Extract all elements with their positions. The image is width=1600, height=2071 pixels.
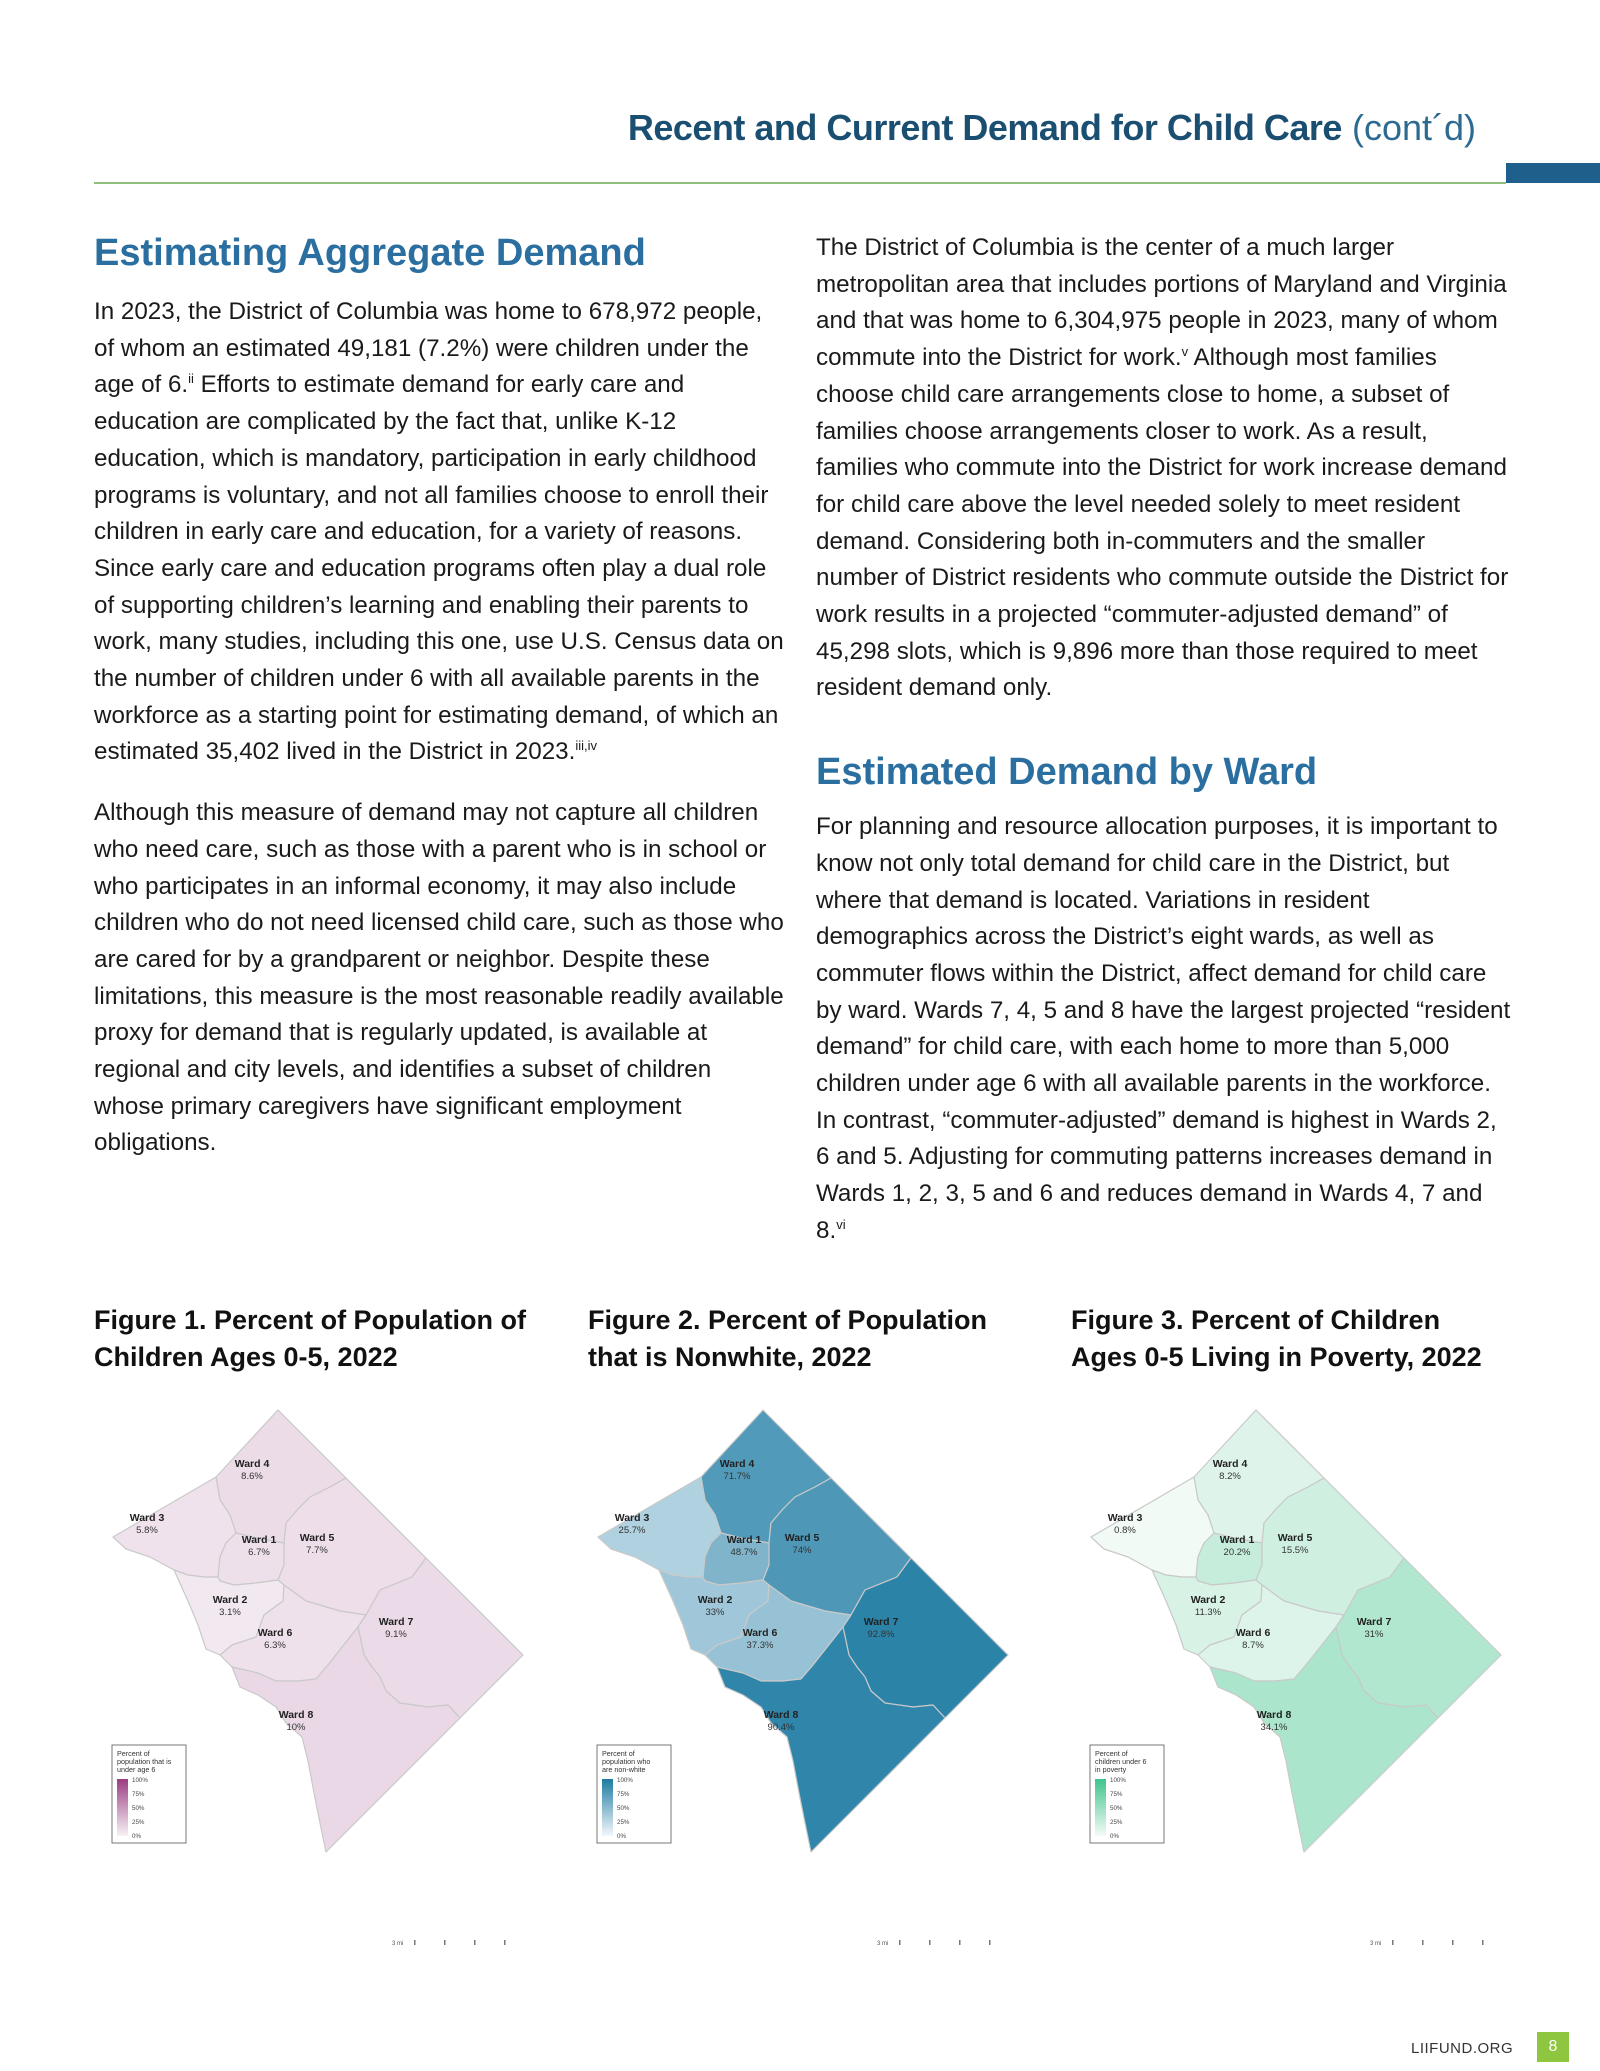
ward-6-value: 37.3%	[746, 1640, 774, 1651]
footer-website: LIIFUND.ORG	[1411, 2040, 1514, 2057]
legend-tick-label: 25%	[1110, 1819, 1123, 1826]
ward-1-value: 48.7%	[730, 1547, 758, 1558]
scale-bar-tick	[1392, 1940, 1394, 1945]
figure-title-line: that is Nonwhite, 2022	[588, 1342, 872, 1372]
footnote-ref: vi	[836, 1216, 846, 1232]
scale-bar-label: 3 mi	[877, 1941, 889, 1947]
legend-tick-label: 75%	[617, 1791, 630, 1798]
footnote-ref: ii	[188, 371, 194, 387]
scale-bar-tick	[444, 1940, 446, 1945]
ward-8-value: 34.1%	[1260, 1722, 1288, 1733]
legend-color-bar	[1095, 1779, 1106, 1836]
figure-title-line: Figure 1. Percent of Population of	[94, 1305, 527, 1335]
ward-3-region	[598, 1477, 721, 1577]
paragraph-measure-limitations: Although this measure of demand may not capture all children who need care, such as those with a parent who is in school or who participates in an informal economy, it may also include children who do not need licensed child care, such as those who are cared for by a grandparent or neighbor. Despite these limitations, this measure is the most reasonable readily available proxy for demand that is regularly updated, is available at regional and city levels, and identifies a subset of children whose primary caregivers have significant employment obligations.	[94, 799, 784, 1157]
ward-7-value: 31%	[1364, 1629, 1384, 1640]
scale-bar-tick	[929, 1940, 931, 1945]
ward-2-value: 3.1%	[219, 1607, 241, 1618]
ward-1-value: 6.7%	[248, 1547, 270, 1558]
ward-5-value: 15.5%	[1281, 1545, 1309, 1556]
scale-bar-tick	[474, 1940, 476, 1945]
scale-bar-tick	[959, 1940, 961, 1945]
scale-bar-tick	[989, 1940, 991, 1945]
ward-8-value: 90.4%	[767, 1722, 795, 1733]
legend-tick-label: 50%	[132, 1805, 145, 1812]
figure-1-ward-map	[100, 1405, 536, 1955]
legend-tick-label: 100%	[132, 1777, 148, 1784]
figure-title-line: Children Ages 0-5, 2022	[94, 1342, 398, 1372]
paragraph-text: For planning and resource allocation purposes, it is important to know not only total demand for child care in the District, but where that demand is located. Variations in resident demographics across the District’s eight wards, as well as commuter flows within the District, affect demand for child care by ward. Wards 7, 4, 5 and 8 have the largest projected “resident demand” for child care, with each home to more than 5,000 children under age 6 with all available parents in the workforce. In contrast, “commuter-adjusted” demand is highest in Wards 2, 6 and 5. Adjusting for commuting patterns increases demand in Wards 1, 2, 3, 5 and 6 and reduces demand in Wards 4, 7 and 8.	[816, 813, 1511, 1244]
legend-tick-label: 50%	[1110, 1805, 1123, 1812]
section-heading-aggregate-demand: Estimating Aggregate Demand	[94, 232, 646, 274]
ward-7-label: Ward 7	[863, 1616, 899, 1628]
figure-title-line: Figure 3. Percent of Children	[1071, 1305, 1441, 1335]
figure-title-line: Ages 0-5 Living in Poverty, 2022	[1071, 1342, 1482, 1372]
ward-5-value: 7.7%	[306, 1545, 328, 1556]
ward-6-label: Ward 6	[742, 1627, 778, 1639]
ward-5-label: Ward 5	[784, 1532, 820, 1544]
legend-tick-label: 75%	[1110, 1791, 1123, 1798]
ward-4-value: 8.6%	[241, 1471, 263, 1482]
legend-tick-label: 100%	[617, 1777, 633, 1784]
paragraph-text: The District of Columbia is the center of a much larger metropolitan area that includes portions of Maryland and Virginia and that was home to 6,304,975 people in 2023, many of whom commute into the District for work.	[816, 234, 1507, 372]
ward-3-region	[113, 1477, 236, 1577]
header-divider	[94, 182, 1506, 184]
legend-tick-label: 100%	[1110, 1777, 1126, 1784]
ward-3-region	[1091, 1477, 1214, 1577]
legend-title-line: children under 6	[1095, 1757, 1147, 1766]
ward-2-label: Ward 2	[212, 1594, 248, 1606]
legend-color-bar	[602, 1779, 613, 1836]
footnote-ref: v	[1181, 344, 1189, 360]
scale-bar	[1370, 1940, 1484, 1947]
paragraph-text: Although most families choose child care arrangements close to home, a subset of families choose arrangements closer to work. As a result, families who commute into the District for work increase demand for child care above the level needed solely to meet resident demand. Considering both in-commuters and the smaller number of District residents who commute outside the District for work results in a projected “commuter-adjusted demand” of 45,298 slots, which is 9,896 more than those required to meet resident demand only.	[816, 344, 1509, 702]
ward-4-label: Ward 4	[719, 1458, 755, 1470]
ward-2-value: 33%	[705, 1607, 725, 1618]
figure-3-title	[1071, 1302, 1482, 1376]
map-legend	[112, 1745, 186, 1843]
ward-7-value: 92.8%	[867, 1629, 895, 1640]
ward-3-label: Ward 3	[614, 1512, 650, 1524]
paragraph-text: In 2023, the District of Columbia was home to 678,972 people, of whom an estimated 49,181 (7.2%) were children under the age of 6.	[94, 298, 763, 399]
figure-2-ward-map	[585, 1405, 1021, 1955]
ward-4-label: Ward 4	[1212, 1458, 1248, 1470]
page-section-title	[628, 104, 1476, 152]
paragraph-metro-area	[816, 230, 1511, 707]
ward-4-label: Ward 4	[234, 1458, 270, 1470]
ward-8-label: Ward 8	[278, 1709, 314, 1721]
legend-color-bar	[117, 1779, 128, 1836]
ward-7-value: 9.1%	[385, 1629, 407, 1640]
right-column	[816, 230, 1511, 1250]
ward-3-value: 5.8%	[136, 1525, 158, 1536]
figure-3-ward-map	[1078, 1405, 1514, 1955]
legend-tick-label: 0%	[617, 1833, 626, 1840]
left-column	[94, 230, 784, 1162]
ward-8-label: Ward 8	[1256, 1709, 1292, 1721]
legend-title-line: Percent of	[117, 1749, 150, 1758]
figure-title-line: Figure 2. Percent of Population	[588, 1305, 988, 1335]
scale-bar	[392, 1940, 506, 1947]
section-title-main: Recent and Current Demand for Child Care	[627, 107, 1342, 148]
paragraph-text: Efforts to estimate demand for early care and education are complicated by the fact that, unlike K-12 education, which is mandatory, participation in early childhood programs is voluntary, and not all families choose to enroll their children in early care and education, for a variety of reasons. Since early care and education programs often play a dual role of supporting children’s learning and enabling their parents to work, many studies, including this one, use U.S. Census data on the number of children under 6 with all available parents in the workforce as a starting point for estimating demand, of which an estimated 35,402 lived in the District in 2023.	[94, 371, 784, 766]
ward-3-label: Ward 3	[1107, 1512, 1143, 1524]
ward-7-label: Ward 7	[1356, 1616, 1392, 1628]
ward-6-label: Ward 6	[257, 1627, 293, 1639]
ward-3-value: 25.7%	[618, 1525, 646, 1536]
ward-8-value: 10%	[286, 1722, 306, 1733]
ward-6-label: Ward 6	[1235, 1627, 1271, 1639]
page-number: 8	[1537, 2032, 1569, 2062]
footnote-ref: iii,iv	[575, 738, 598, 754]
legend-tick-label: 0%	[1110, 1833, 1119, 1840]
legend-tick-label: 25%	[617, 1819, 630, 1826]
legend-title-line: are non-white	[602, 1765, 646, 1774]
scale-bar-tick	[1482, 1940, 1484, 1945]
ward-7-label: Ward 7	[378, 1616, 414, 1628]
ward-5-label: Ward 5	[1277, 1532, 1313, 1544]
legend-title-line: population that is	[117, 1757, 172, 1766]
legend-tick-label: 75%	[132, 1791, 145, 1798]
figure-2-title	[588, 1302, 987, 1376]
legend-title-line: in poverty	[1095, 1765, 1127, 1774]
legend-title-line: Percent of	[1095, 1749, 1128, 1758]
ward-2-value: 11.3%	[1194, 1607, 1222, 1618]
ward-8-label: Ward 8	[763, 1709, 799, 1721]
ward-6-value: 8.7%	[1242, 1640, 1264, 1651]
paragraph-aggregate-demand	[94, 294, 784, 771]
ward-5-label: Ward 5	[299, 1532, 335, 1544]
map-legend	[1090, 1745, 1164, 1843]
scale-bar-label: 3 mi	[392, 1941, 404, 1947]
legend-tick-label: 50%	[617, 1805, 630, 1812]
figure-1-title	[94, 1302, 526, 1376]
ward-1-label: Ward 1	[241, 1534, 277, 1546]
scale-bar-tick	[1452, 1940, 1454, 1945]
scale-bar-label: 3 mi	[1370, 1941, 1382, 1947]
scale-bar-tick	[504, 1940, 506, 1945]
scale-bar	[877, 1940, 991, 1947]
scale-bar-tick	[899, 1940, 901, 1945]
header-accent-block	[1506, 163, 1600, 183]
ward-5-value: 74%	[792, 1545, 812, 1556]
ward-1-value: 20.2%	[1223, 1547, 1251, 1558]
ward-4-value: 8.2%	[1219, 1471, 1241, 1482]
legend-title-line: population who	[602, 1757, 651, 1766]
scale-bar-tick	[1422, 1940, 1424, 1945]
ward-6-value: 6.3%	[264, 1640, 286, 1651]
ward-2-label: Ward 2	[697, 1594, 733, 1606]
legend-tick-label: 25%	[132, 1819, 145, 1826]
legend-title-line: Percent of	[602, 1749, 635, 1758]
legend-title-line: under age 6	[117, 1765, 156, 1774]
section-title-continued: (cont´d)	[1351, 107, 1476, 148]
ward-3-label: Ward 3	[129, 1512, 165, 1524]
ward-1-label: Ward 1	[726, 1534, 762, 1546]
scale-bar-tick	[414, 1940, 416, 1945]
map-legend	[597, 1745, 671, 1843]
section-heading-demand-by-ward: Estimated Demand by Ward	[816, 751, 1318, 794]
ward-3-value: 0.8%	[1114, 1525, 1136, 1536]
ward-4-value: 71.7%	[723, 1471, 751, 1482]
ward-2-label: Ward 2	[1190, 1594, 1226, 1606]
paragraph-demand-by-ward	[816, 809, 1511, 1249]
ward-1-label: Ward 1	[1219, 1534, 1255, 1546]
legend-tick-label: 0%	[132, 1833, 141, 1840]
